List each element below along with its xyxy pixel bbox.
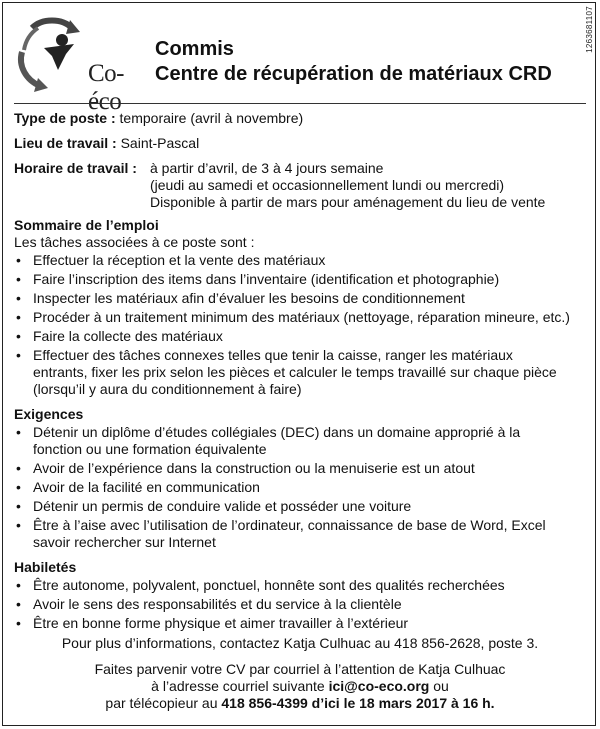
type-label: Type de poste : <box>14 110 116 126</box>
lieu-value: Saint-Pascal <box>120 135 200 151</box>
list-item: • Détenir un diplôme d’études collégiales (DEC) dans un domaine approprié à la fonction ou une formation équivalente <box>14 424 586 458</box>
lieu-label: Lieu de travail : <box>14 135 117 151</box>
fax-deadline: 418 856-4399 d’ici le 18 mars 2017 à 16 h. <box>221 695 495 711</box>
horaire-label: Horaire de travail : <box>14 160 137 176</box>
cv-line-2-suffix: ou <box>429 678 449 694</box>
logo-text: Co-éco <box>88 60 124 115</box>
list-item: • Effectuer la réception et la vente des matériaux <box>14 252 586 269</box>
contact-info: Pour plus d’informations, contactez Katja Culhuac au 418 856-2628, poste 3. <box>61 635 539 651</box>
list-item: • Être autonome, polyvalent, ponctuel, honnête sont des qualités recherchées <box>14 577 586 594</box>
cv-instructions <box>0 661 600 712</box>
header <box>0 0 600 115</box>
lieu-travail <box>14 135 586 152</box>
ad-body <box>14 110 586 634</box>
list-item: • Être à l’aise avec l’utilisation de l’ordinateur, connaissance de base de Word, Excel savoir rechercher sur Internet <box>14 517 586 551</box>
exigences-list <box>14 424 586 551</box>
list-item: • Faire la collecte des matériaux <box>14 328 586 345</box>
habiletes-list <box>14 577 586 632</box>
job-title: Commis <box>155 38 234 60</box>
list-item: • Être en bonne forme physique et aimer travailler à l’extérieur <box>14 615 586 632</box>
cv-line-3 <box>0 695 600 712</box>
list-item: • Avoir de l’expérience dans la construction ou la menuiserie est un atout <box>14 460 586 477</box>
list-item: • Avoir le sens des responsabilités et du service à la clientèle <box>14 596 586 613</box>
cv-line-2 <box>0 678 600 695</box>
header-divider <box>14 103 586 104</box>
email-address[interactable]: ici@co-eco.org <box>328 678 430 694</box>
job-subtitle: Centre de récupération de matériaux CRD <box>155 63 552 85</box>
horaire-line: (jeudi au samedi et occasionnellement lundi ou mercredi) <box>150 177 505 193</box>
horaire-line: Disponible à partir de mars pour aménagement du lieu de vente <box>150 194 546 210</box>
cv-line-2-prefix: à l’adresse courriel suivante <box>151 678 329 694</box>
list-item: • Inspecter les matériaux afin d’évaluer les besoins de conditionnement <box>14 290 586 307</box>
horaire-line: à partir d’avril, de 3 à 4 jours semaine <box>150 160 384 176</box>
co-eco-logo <box>14 14 149 115</box>
sommaire-intro: Les tâches associées à ce poste sont : <box>14 234 255 250</box>
title-block <box>155 37 552 87</box>
sommaire-title: Sommaire de l’emploi <box>14 217 159 233</box>
habiletes-title: Habiletés <box>14 559 77 575</box>
cv-line-3-prefix: par télécopieur au <box>105 695 222 711</box>
list-item: • Faire l’inscription des items dans l’inventaire (identification et photographie) <box>14 271 586 288</box>
type-poste <box>14 110 586 127</box>
list-item: • Effectuer des tâches connexes telles que tenir la caisse, ranger les matériaux entrants, fixer les prix selon les pièces et calculer le temps travaillé sur chaque pièce (lorsqu’il y aura du conditionnement à faire) <box>14 347 586 398</box>
recycle-arrows-icon <box>14 14 84 96</box>
list-item: • Avoir de la facilité en communication <box>14 479 586 496</box>
horaire-values <box>150 160 586 211</box>
type-value: temporaire (avril à novembre) <box>119 110 304 126</box>
cv-line-1: Faites parvenir votre CV par courriel à l’attention de Katja Culhuac <box>94 661 506 677</box>
sommaire-list <box>14 252 586 398</box>
exigences-title: Exigences <box>14 406 84 422</box>
list-item: • Détenir un permis de conduire valide et posséder une voiture <box>14 498 586 515</box>
list-item: • Procéder à un traitement minimum des matériaux (nettoyage, réparation mineure, etc.) <box>14 309 586 326</box>
reference-code: 1263681107 <box>585 6 594 53</box>
horaire-travail <box>14 160 586 211</box>
